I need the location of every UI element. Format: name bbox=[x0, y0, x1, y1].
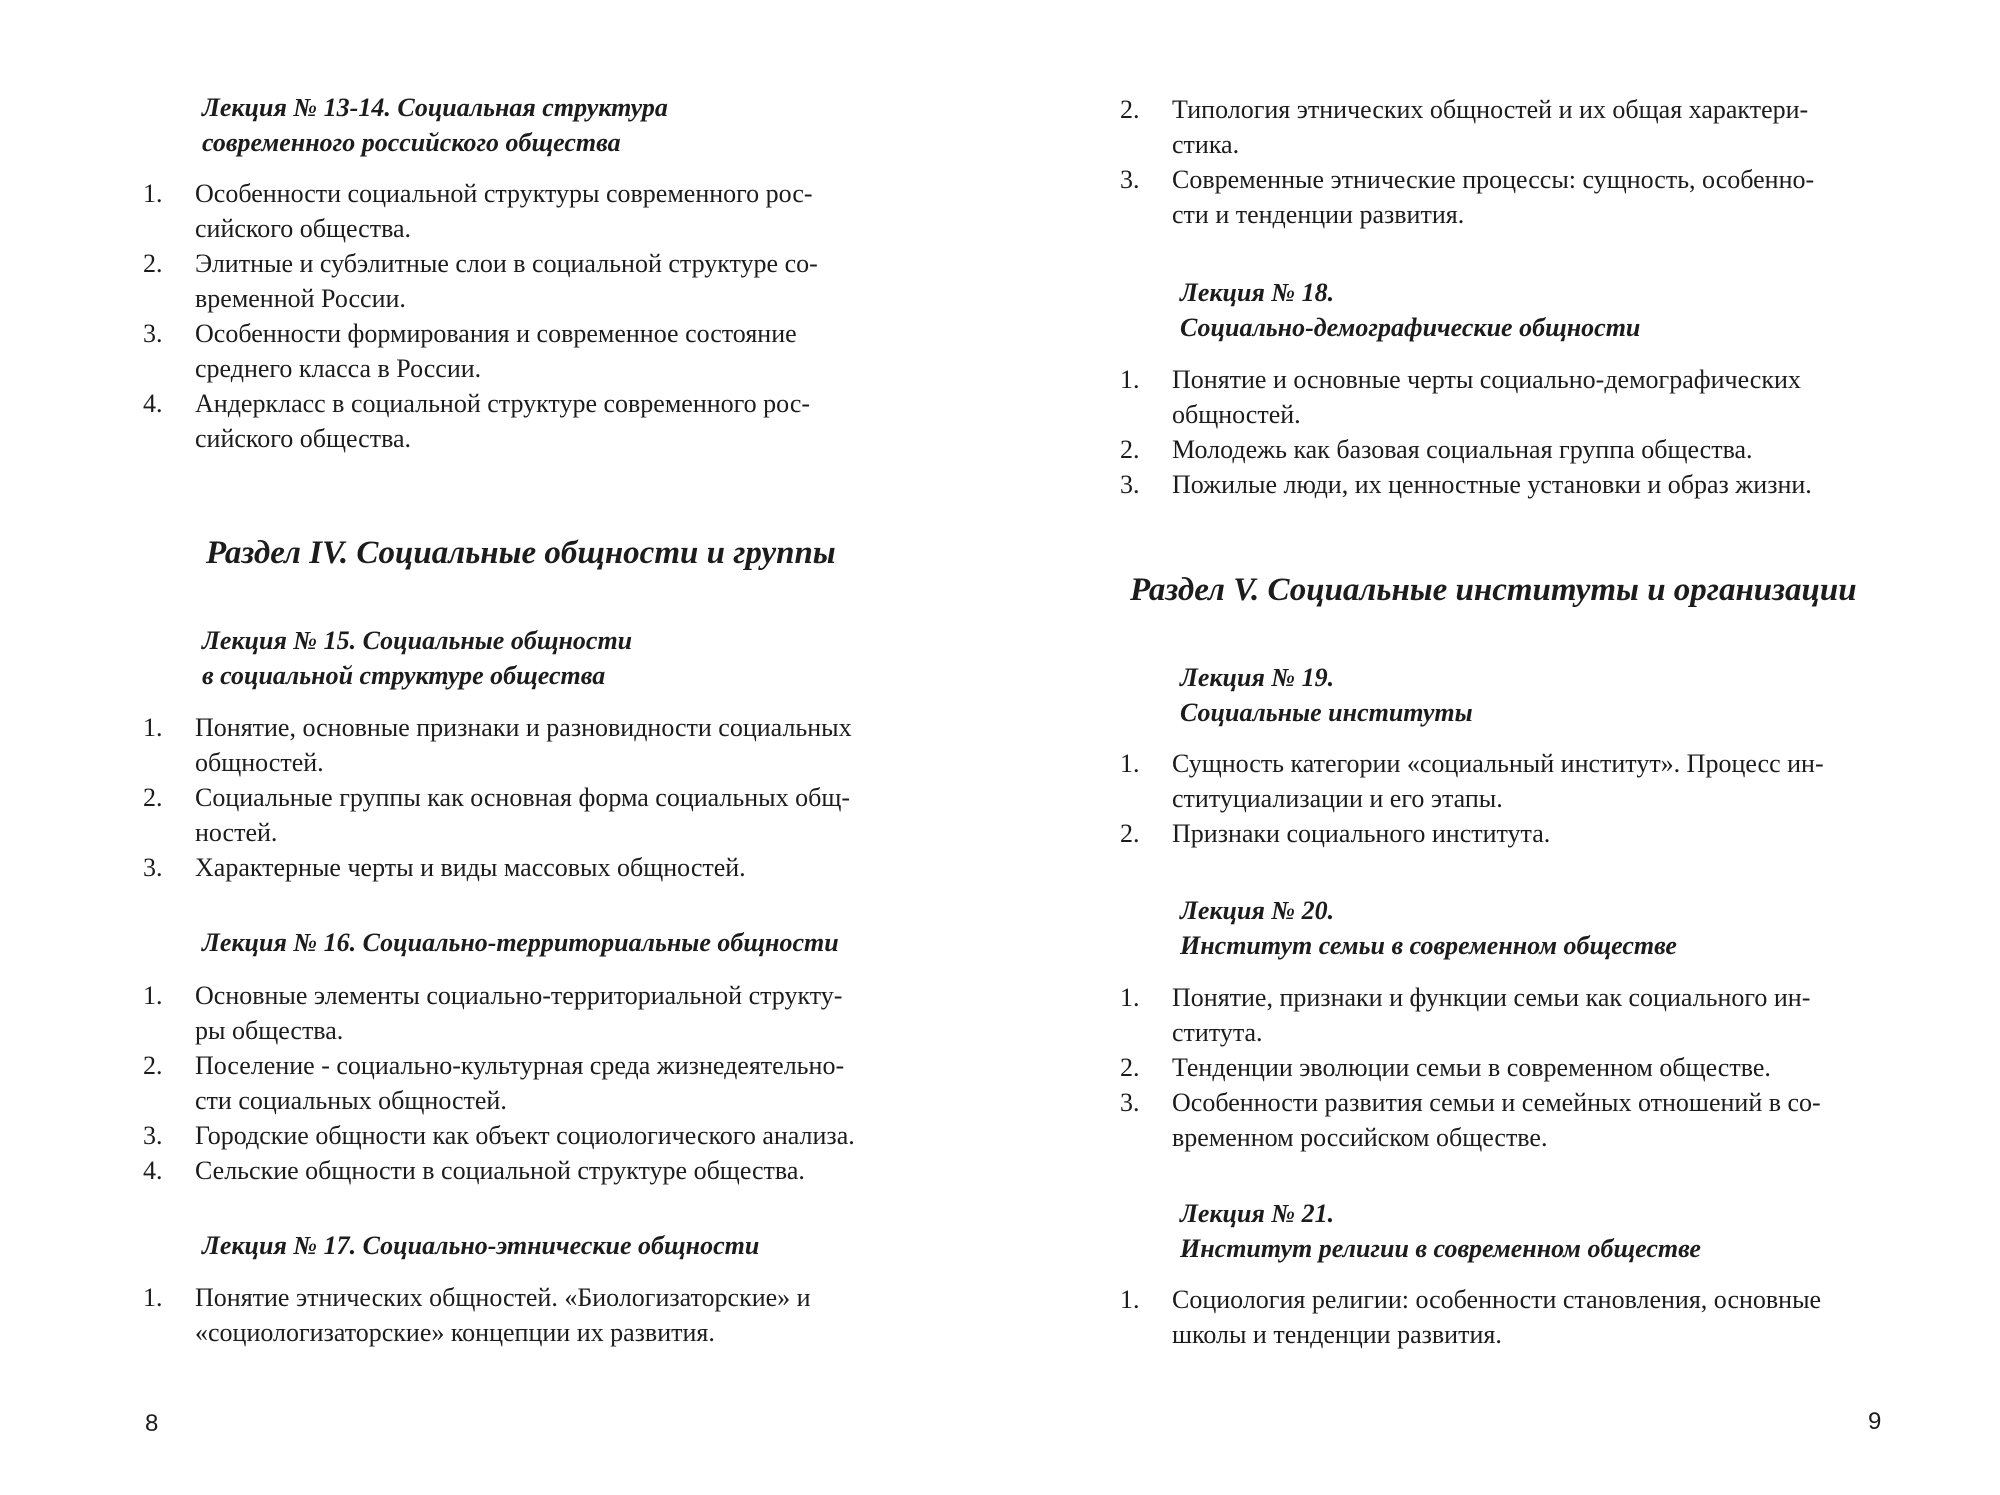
list-item-text: Понятие, основные признаки и разновидности социальных bbox=[195, 713, 852, 742]
lecture-19-heading-line-1: Лекция № 19. bbox=[1180, 663, 1335, 692]
lecture-18-heading-line-1: Лекция № 18. bbox=[1180, 278, 1335, 307]
list-item-number: 2. bbox=[1120, 1053, 1140, 1082]
lecture-21-heading-line-1: Лекция № 21. bbox=[1180, 1199, 1335, 1228]
lecture-21-heading-line-2: Институт религии в современном обществе bbox=[1180, 1234, 1701, 1263]
list-item-number: 1. bbox=[143, 1283, 163, 1312]
lecture-18-heading-line-2: Социально-демографические общности bbox=[1180, 313, 1641, 342]
list-item-number: 2. bbox=[1120, 435, 1140, 464]
list-item-text: ституциализации и его этапы. bbox=[1172, 784, 1503, 813]
lecture-13-14-heading-line-1: Лекция № 13-14. Социальная структура bbox=[202, 93, 668, 122]
list-item-text: школы и тенденции развития. bbox=[1172, 1320, 1502, 1349]
list-item-text: Особенности развития семьи и семейных отношений в со- bbox=[1172, 1088, 1821, 1117]
list-item-number: 3. bbox=[143, 1121, 163, 1150]
list-item-number: 2. bbox=[1120, 95, 1140, 124]
list-item-text: Андеркласс в социальной структуре современного рос- bbox=[195, 389, 811, 418]
list-item-number: 2. bbox=[1120, 819, 1140, 848]
list-item-text: Основные элементы социально-территориальной структу- bbox=[195, 981, 843, 1010]
list-item-text: Понятие этнических общностей. «Биологизаторские» и bbox=[195, 1283, 811, 1312]
list-item-text: Особенности социальной структуры современного рос- bbox=[195, 179, 813, 208]
lecture-19-heading-line-2: Социальные институты bbox=[1180, 698, 1473, 727]
list-item-text: ститута. bbox=[1172, 1018, 1263, 1047]
list-item-text: Молодежь как базовая социальная группа общества. bbox=[1172, 435, 1753, 464]
list-item-text: общностей. bbox=[195, 748, 324, 777]
lecture-15-heading-line-2: в социальной структуре общества bbox=[202, 661, 606, 690]
list-item-number: 1. bbox=[1120, 365, 1140, 394]
list-item-text: Понятие и основные черты социально-демографических bbox=[1172, 365, 1801, 394]
list-item-text: сти и тенденции развития. bbox=[1172, 200, 1465, 229]
list-item-number: 2. bbox=[143, 249, 163, 278]
lecture-20-heading-line-2: Институт семьи в современном обществе bbox=[1180, 931, 1677, 960]
list-item-text: Социология религии: особенности становления, основные bbox=[1172, 1285, 1822, 1314]
list-item-text: Элитные и субэлитные слои в социальной структуре со- bbox=[195, 249, 818, 278]
section-4-heading: Раздел IV. Социальные общности и группы bbox=[206, 535, 836, 571]
lecture-16-heading: Лекция № 16. Социально-территориальные общности bbox=[202, 928, 839, 957]
page-number-left: 8 bbox=[145, 1410, 159, 1437]
list-item-text: стика. bbox=[1172, 130, 1240, 159]
list-item-number: 2. bbox=[143, 1051, 163, 1080]
list-item-number: 1. bbox=[143, 713, 163, 742]
list-item-text: Характерные черты и виды массовых общностей. bbox=[195, 853, 746, 882]
list-item-number: 4. bbox=[143, 1156, 163, 1185]
list-item-number: 3. bbox=[1120, 470, 1140, 499]
list-item-number: 1. bbox=[1120, 1285, 1140, 1314]
list-item-text: ры общества. bbox=[195, 1016, 344, 1045]
list-item-number: 3. bbox=[1120, 1088, 1140, 1117]
list-item-text: среднего класса в России. bbox=[195, 354, 482, 383]
list-item-number: 3. bbox=[143, 853, 163, 882]
list-item-text: Сельские общности в социальной структуре общества. bbox=[195, 1156, 805, 1185]
list-item-number: 3. bbox=[143, 319, 163, 348]
list-item-text: Современные этнические процессы: сущность, особенно- bbox=[1172, 165, 1815, 194]
list-item-text: Признаки социального института. bbox=[1172, 819, 1551, 848]
lecture-20-heading-line-1: Лекция № 20. bbox=[1180, 896, 1335, 925]
list-item-text: Понятие, признаки и функции семьи как социального ин- bbox=[1172, 983, 1811, 1012]
list-item-text: Тенденции эволюции семьи в современном обществе. bbox=[1172, 1053, 1771, 1082]
page-number-right: 9 bbox=[1868, 1408, 1882, 1435]
list-item-number: 3. bbox=[1120, 165, 1140, 194]
list-item-text: ностей. bbox=[195, 818, 278, 847]
list-item-text: временной России. bbox=[195, 284, 406, 313]
list-item-text: сийского общества. bbox=[195, 424, 412, 453]
list-item-text: Социальные группы как основная форма социальных общ- bbox=[195, 783, 851, 812]
list-item-text: сийского общества. bbox=[195, 214, 412, 243]
list-item-text: временном российском обществе. bbox=[1172, 1123, 1548, 1152]
list-item-text: сти социальных общностей. bbox=[195, 1086, 507, 1115]
list-item-text: Типология этнических общностей и их общая характери- bbox=[1172, 95, 1809, 124]
list-item-number: 1. bbox=[143, 981, 163, 1010]
right-page bbox=[1000, 0, 2000, 1495]
list-item-number: 1. bbox=[1120, 983, 1140, 1012]
list-item-text: Поселение - социально-культурная среда жизнедеятельно- bbox=[195, 1051, 845, 1080]
list-item-text: общностей. bbox=[1172, 400, 1301, 429]
list-item-text: Особенности формирования и современное состояние bbox=[195, 319, 797, 348]
list-item-text: Пожилые люди, их ценностные установки и образ жизни. bbox=[1172, 470, 1812, 499]
list-item-number: 2. bbox=[143, 783, 163, 812]
lecture-17-heading: Лекция № 17. Социально-этнические общности bbox=[202, 1231, 760, 1260]
list-item-text: Городские общности как объект социологического анализа. bbox=[195, 1121, 855, 1150]
section-5-heading: Раздел V. Социальные институты и организации bbox=[1130, 572, 1857, 608]
list-item-number: 4. bbox=[143, 389, 163, 418]
list-item-text: Сущность категории «социальный институт». Процесс ин- bbox=[1172, 749, 1824, 778]
list-item-number: 1. bbox=[143, 179, 163, 208]
lecture-13-14-heading-line-2: современного российского общества bbox=[202, 128, 621, 157]
list-item-number: 1. bbox=[1120, 749, 1140, 778]
lecture-15-heading-line-1: Лекция № 15. Социальные общности bbox=[202, 626, 633, 655]
list-item-text: «социологизаторские» концепции их развития. bbox=[195, 1318, 715, 1347]
